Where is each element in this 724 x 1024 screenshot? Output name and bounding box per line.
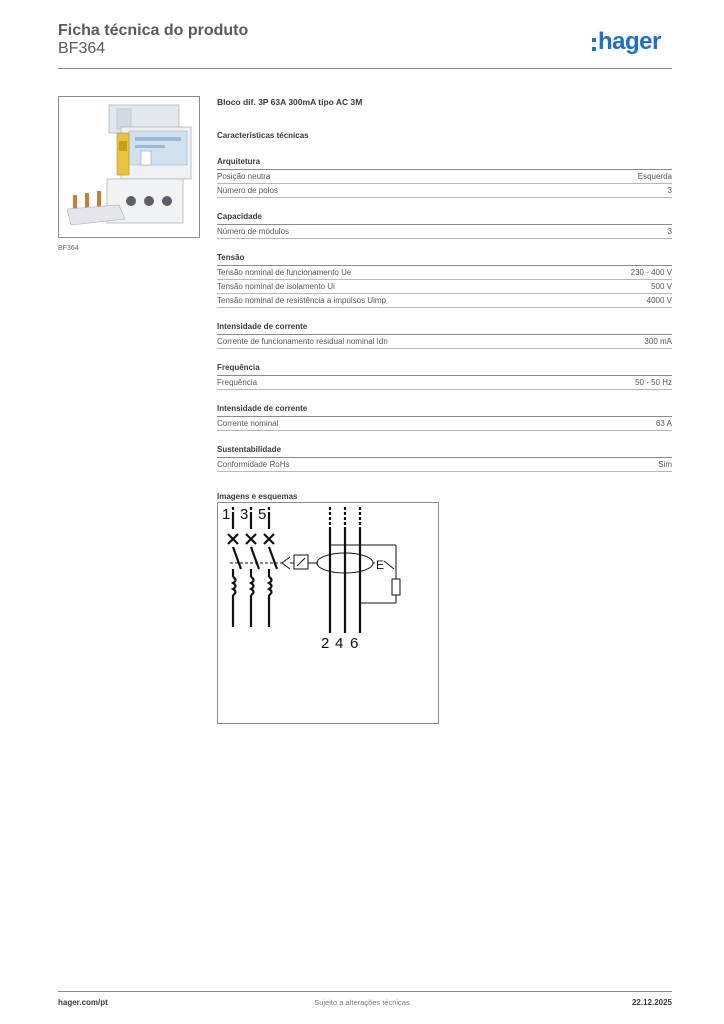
- terminal-label-top-3: 3: [240, 506, 249, 523]
- svg-text:E: E: [376, 558, 385, 572]
- spec-group: [217, 445, 672, 472]
- spec-value: 63 A: [655, 419, 672, 428]
- product-image-caption: BF364: [58, 245, 79, 252]
- spec-group: [217, 253, 672, 308]
- spec-value: 50 - 50 Hz: [635, 378, 672, 387]
- spec-row: [217, 280, 672, 294]
- spec-group-title: Capacidade: [217, 212, 672, 225]
- spec-label: Tensão nominal de resistência a impulsos Uimp: [217, 296, 386, 305]
- product-image: [58, 96, 200, 238]
- spec-value: 4000 V: [646, 296, 672, 305]
- spec-value: Esquerda: [637, 172, 672, 181]
- spec-label: Conformidade RoHs: [217, 460, 290, 469]
- spec-group: [217, 322, 672, 349]
- spec-row: [217, 170, 672, 184]
- spec-row: [217, 184, 672, 198]
- footer-website-link[interactable]: hager.com/pt: [58, 998, 108, 1007]
- spec-value: 230 - 400 V: [630, 268, 672, 277]
- spec-group-title: Frequência: [217, 363, 672, 376]
- wiring-diagram: [217, 502, 439, 724]
- spec-row: [217, 294, 672, 308]
- spec-row: [217, 458, 672, 472]
- rcd-block-illustration-icon: [59, 97, 199, 237]
- spec-label: Tensão nominal de funcionamento Ue: [217, 268, 352, 277]
- product-code: BF364: [58, 40, 106, 57]
- terminal-label-bottom-6: 6: [350, 635, 359, 652]
- spec-group-title: Sustentabilidade: [217, 445, 672, 458]
- spec-content: [217, 97, 672, 501]
- spec-group-title: Intensidade de corrente: [217, 322, 672, 335]
- spec-row: [217, 335, 672, 349]
- spec-value: 3: [667, 227, 672, 236]
- spec-value: 3: [667, 186, 672, 195]
- spec-group-title: Intensidade de corrente: [217, 404, 672, 417]
- specs-section-title: Características técnicas: [217, 131, 309, 140]
- terminal-label-bottom-4: 4: [335, 635, 344, 652]
- images-section-title: Imagens e esquemas: [217, 492, 298, 501]
- spec-label: Frequência: [217, 378, 258, 387]
- spec-label: Tensão nominal de isolamento Ui: [217, 282, 335, 291]
- footer-date: 22.12.2025: [631, 998, 672, 1007]
- spec-label: Posição neutra: [217, 172, 271, 181]
- spec-label: Corrente de funcionamento residual nominal Idn: [217, 337, 388, 346]
- spec-row: [217, 266, 672, 280]
- spec-label: Corrente nominal: [217, 419, 279, 428]
- terminal-label-bottom-2: 2: [321, 635, 330, 652]
- rcd-schematic-icon: [218, 503, 438, 723]
- footer-divider: [58, 991, 672, 992]
- product-title: Bloco dif. 3P 63A 300mA tipo AC 3M: [217, 97, 363, 107]
- terminal-label-top-1: 1: [222, 506, 231, 523]
- spec-value: Sim: [658, 460, 672, 469]
- hager-logo: [592, 29, 661, 55]
- footer-notice: Sujeito a alterações técnicas: [314, 998, 410, 1007]
- terminal-label-top-5: 5: [258, 506, 267, 523]
- spec-groups: [217, 157, 672, 472]
- spec-row: [217, 225, 672, 239]
- spec-value: 500 V: [651, 282, 672, 291]
- spec-group: [217, 157, 672, 198]
- header-divider: [58, 68, 672, 69]
- spec-group-title: Tensão: [217, 253, 672, 266]
- page-title: Ficha técnica do produto: [58, 22, 249, 39]
- logo-dots-icon: [592, 38, 596, 51]
- spec-row: [217, 376, 672, 390]
- spec-label: Número de módulos: [217, 227, 290, 236]
- spec-group-title: Arquitetura: [217, 157, 672, 170]
- spec-group: [217, 363, 672, 390]
- spec-group: [217, 404, 672, 431]
- spec-label: Número de polos: [217, 186, 278, 195]
- spec-group: [217, 212, 672, 239]
- logo-text: hager: [598, 28, 661, 55]
- spec-row: [217, 417, 672, 431]
- spec-value: 300 mA: [644, 337, 672, 346]
